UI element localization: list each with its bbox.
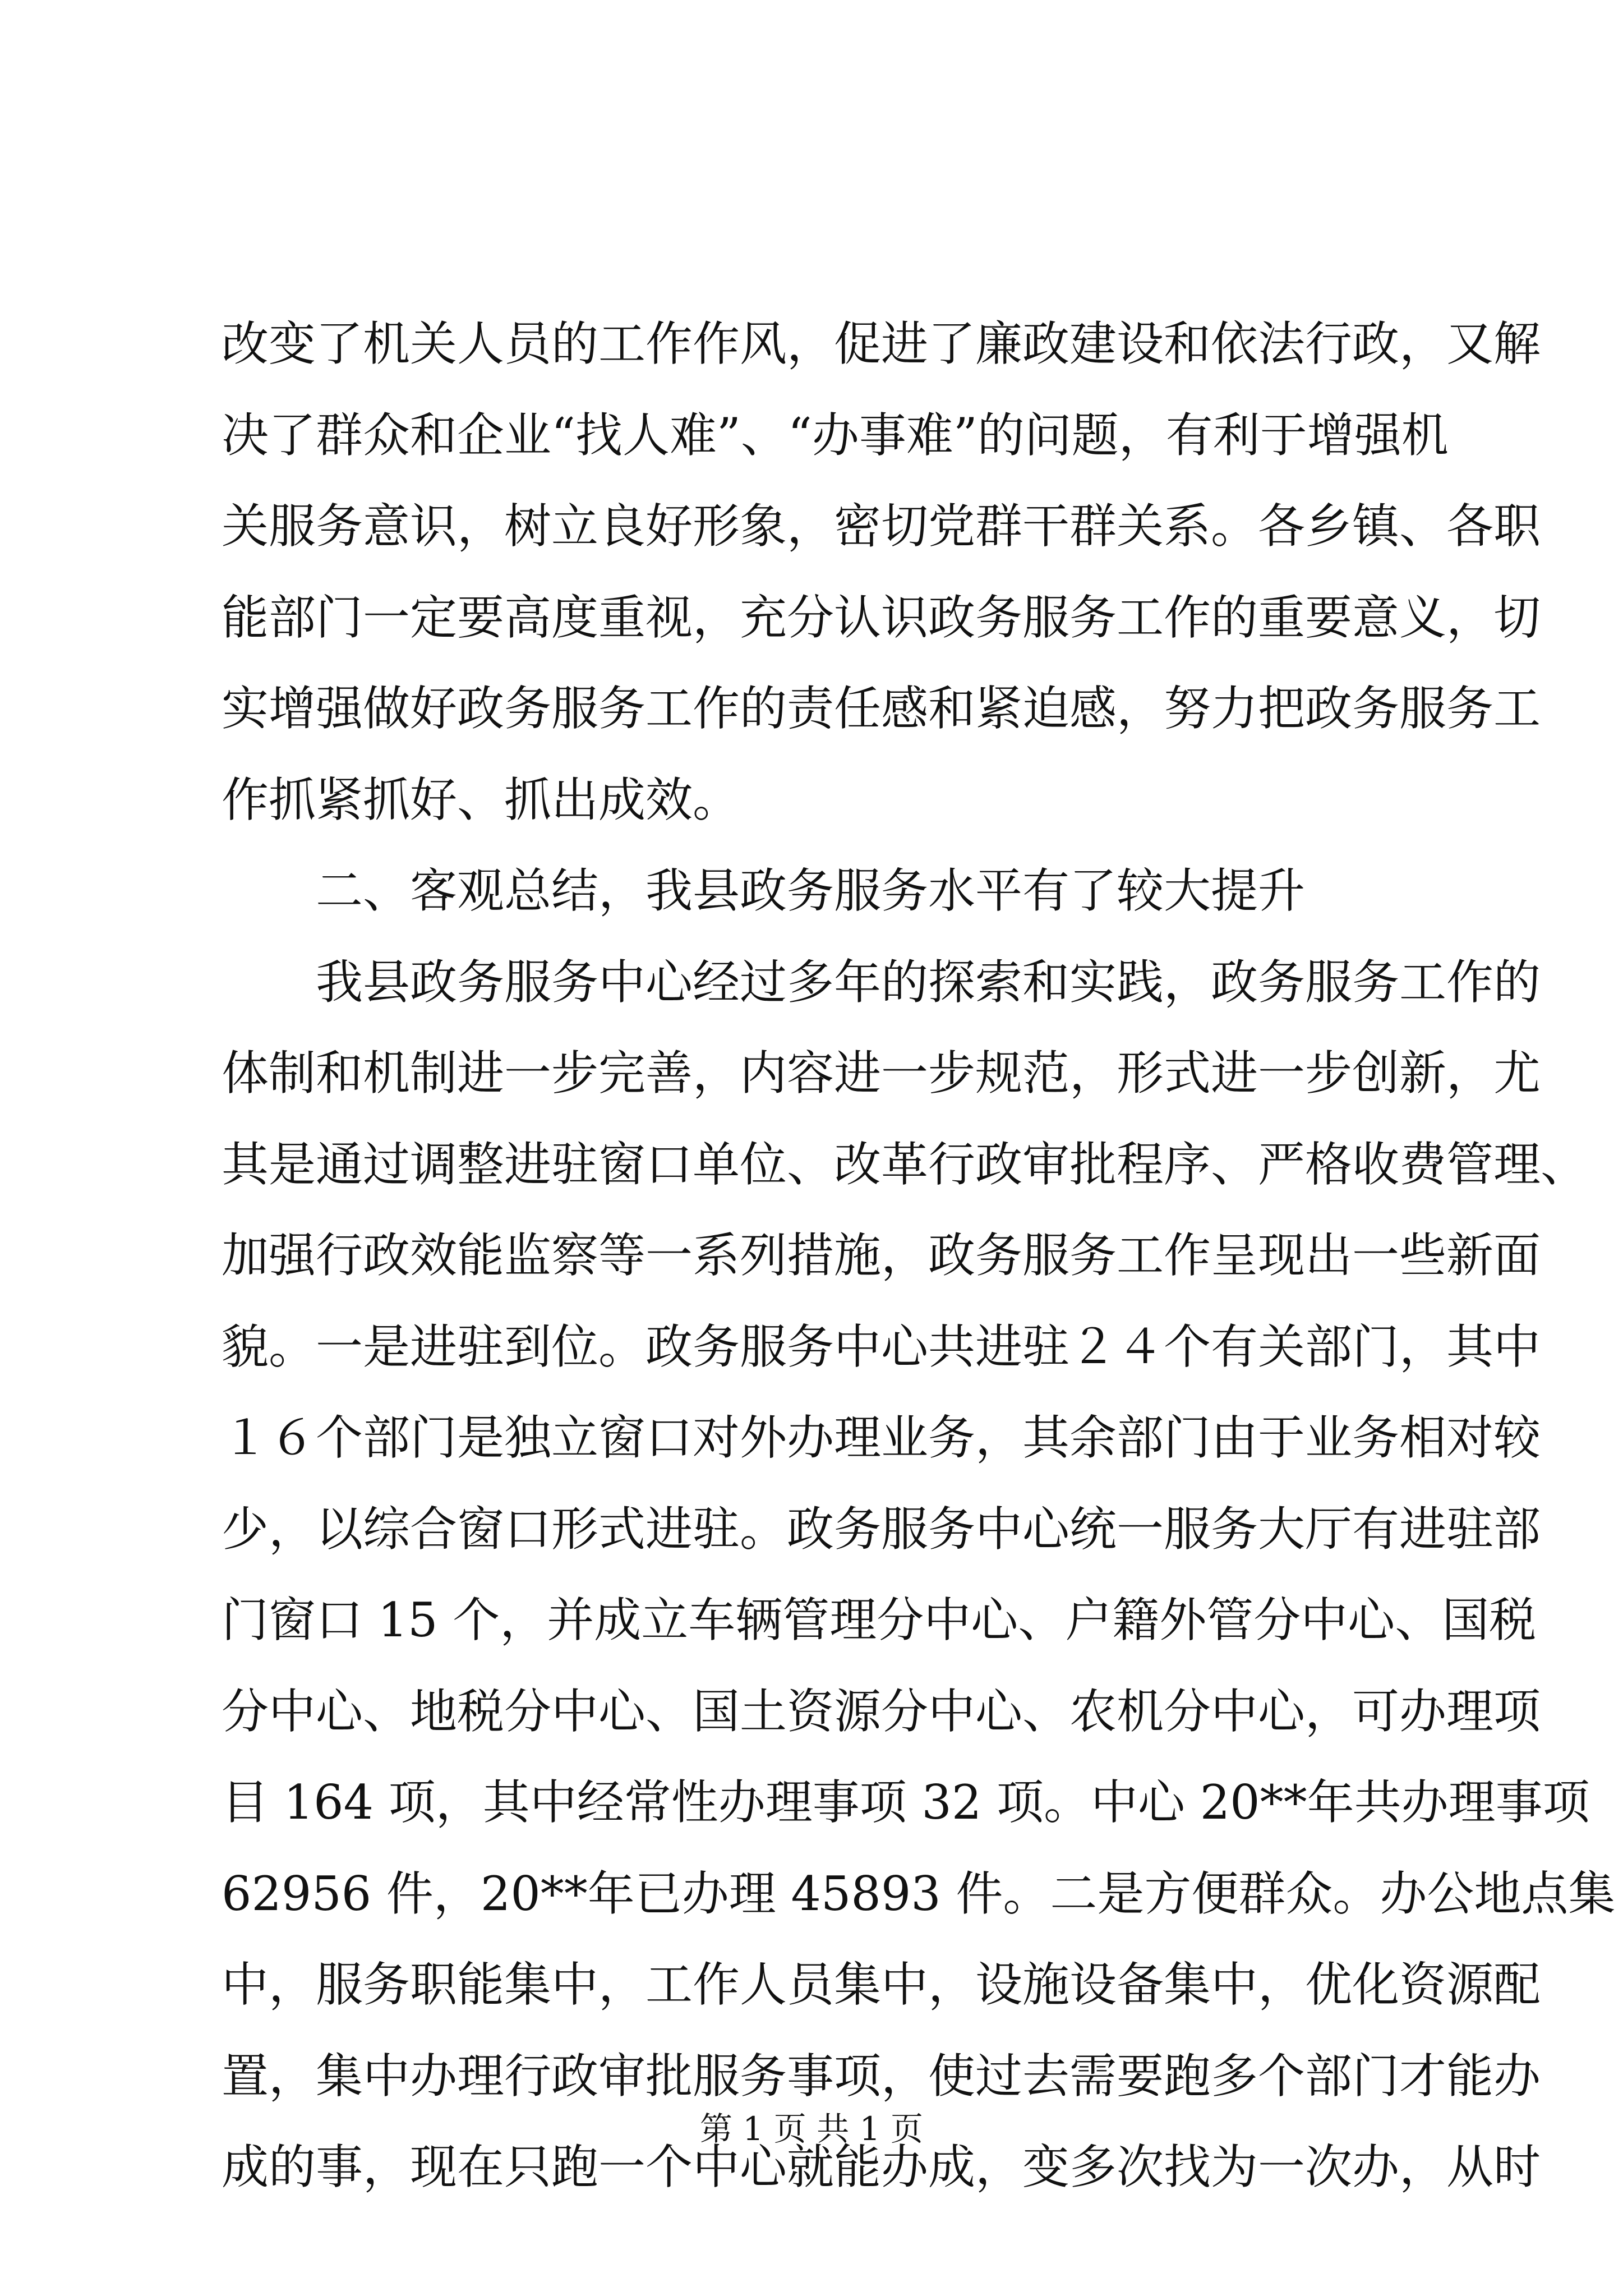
body-line: １６个部门是独立窗口对外办理业务，其余部门由于业务相对较 [222, 1410, 1541, 1465]
page-footer: 第 1 页 共 1 页 [700, 2110, 923, 2148]
body-line: 分中心、地税分中心、国土资源分中心、农机分中心，可办理项 [222, 1683, 1541, 1739]
body-line: 置，集中办理行政审批服务事项，使过去需要跑多个部门才能办 [222, 2048, 1541, 2104]
body-line: 门窗口 15 个，并成立车辆管理分中心、户籍外管分中心、国税 [222, 1593, 1537, 1648]
body-line: 加强行政效能监察等一系列措施，政务服务工作呈现出一些新面 [222, 1228, 1541, 1283]
body-line: 能部门一定要高度重视，充分认识政务服务工作的重要意义，切 [222, 590, 1541, 645]
body-line: 少，以综合窗口形式进驻。政务服务中心统一服务大厅有进驻部 [222, 1501, 1541, 1557]
body-line: 我县政务服务中心经过多年的探索和实践，政务服务工作的 [316, 954, 1541, 1010]
body-line: 62956 件，20**年已办理 45893 件。二是方便群众。办公地点集 [222, 1866, 1616, 1921]
body-line: 改变了机关人员的工作作风，促进了廉政建设和依法行政，又解 [222, 316, 1541, 371]
body-line: 成的事，现在只跑一个中心就能办成，变多次找为一次办，从时 [222, 2139, 1541, 2194]
body-line: 貌。一是进驻到位。政务服务中心共进驻２４个有关部门，其中 [222, 1319, 1541, 1374]
document-body [222, 298, 1616, 2213]
body-line: 目 164 项，其中经常性办理事项 32 项。中心 20**年共办理事项 [222, 1775, 1590, 1830]
body-line: 实增强做好政务服务工作的责任感和紧迫感，努力把政务服务工 [222, 681, 1541, 736]
section-heading: 二、客观总结，我县政务服务水平有了较大提升 [316, 863, 1306, 918]
body-line: 中，服务职能集中，工作人员集中，设施设备集中，优化资源配 [222, 1957, 1541, 2012]
body-line: 其是通过调整进驻窗口单位、改革行政审批程序、严格收费管理、 [222, 1137, 1588, 1192]
body-line: 作抓紧抓好、抓出成效。 [222, 772, 740, 827]
body-line: 关服务意识，树立良好形象，密切党群干群关系。各乡镇、各职 [222, 499, 1541, 554]
body-line: 体制和机制进一步完善，内容进一步规范，形式进一步创新，尤 [222, 1046, 1541, 1101]
body-line: 决了群众和企业“找人难”、“办事难”的问题，有利于增强机 [222, 407, 1449, 463]
